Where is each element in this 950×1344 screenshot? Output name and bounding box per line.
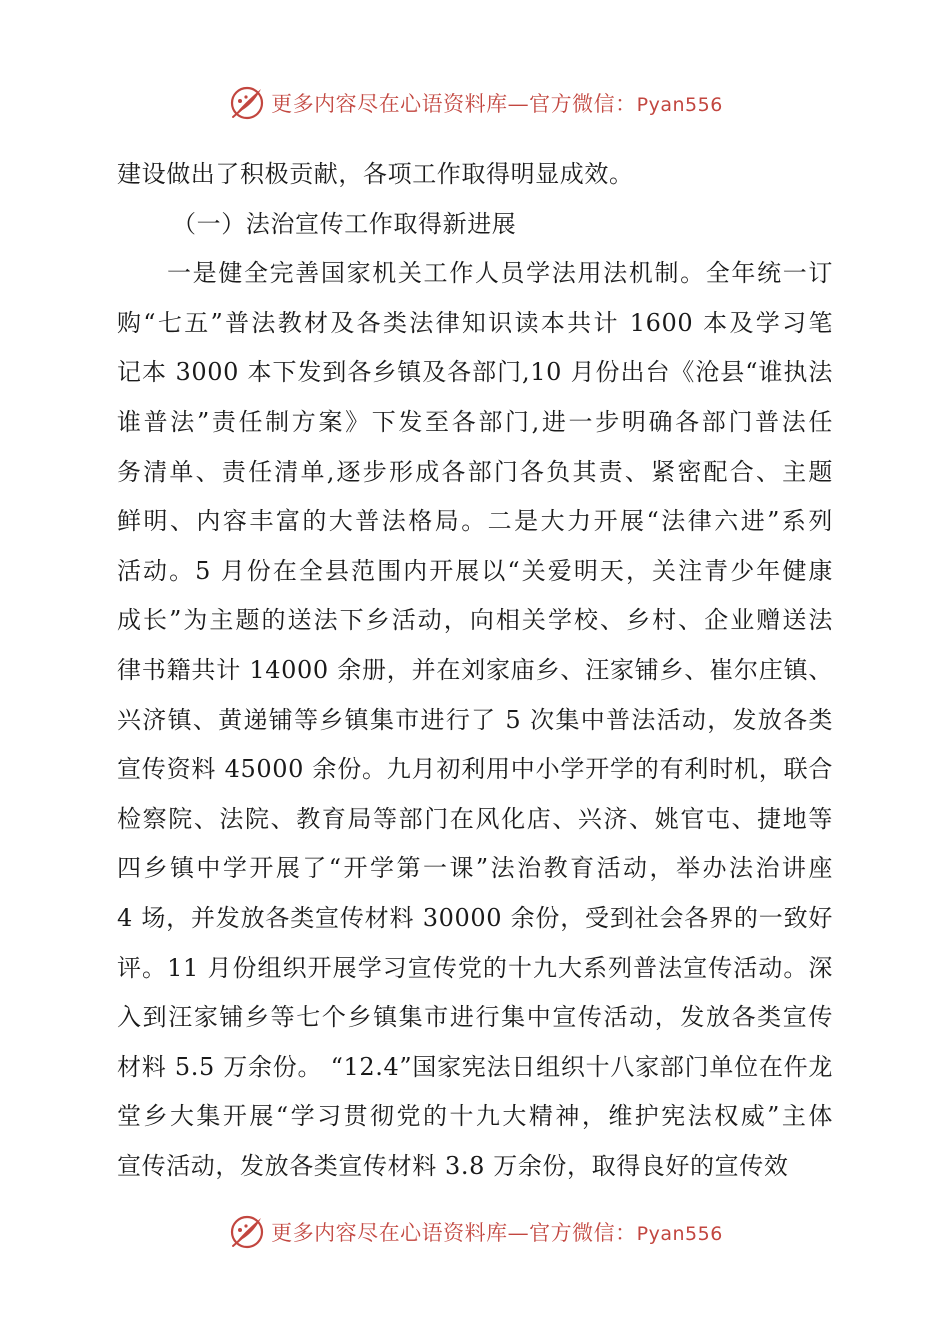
text-line: 入到汪家铺乡等七个乡镇集市进行集中宣传活动，发放各类宣传 [117,1003,833,1032]
section-heading: （一）法治宣传工作取得新进展 [172,209,517,238]
text-line: 材料 5.5 万余份。 “12.4”国家宪法日组织十八家部门单位在仵龙 [117,1052,833,1081]
document-body [117,150,833,1191]
quill-pen-logo-icon [227,1212,267,1252]
text-line: 律书籍共计 14000 余册，并在刘家庙乡、汪家铺乡、崔尔庄镇、 [117,655,833,684]
text-line: 4 场，并发放各类宣传材料 30000 余份，受到社会各界的一致好 [117,903,833,932]
footer-watermark [0,1212,950,1252]
text-line: 成长”为主题的送法下乡活动，向相关学校、乡村、企业赠送法 [117,606,833,635]
text-line: 评。11 月份组织开展学习宣传党的十九大系列普法宣传活动。深 [117,953,833,982]
text-line: 购“七五”普法教材及各类法律知识读本共计 1600 本及学习笔 [117,308,833,337]
text-line: 宣传活动，发放各类宣传材料 3.8 万余份，取得良好的宣传效 [117,1151,789,1180]
text-line: 四乡镇中学开展了“开学第一课”法治教育活动，举办法治讲座 [117,854,833,883]
text-line: 兴济镇、黄递铺等乡镇集市进行了 5 次集中普法活动，发放各类 [117,705,833,734]
watermark-handle: Pyan556 [636,94,723,116]
text-line: 检察院、法院、教育局等部门在风化店、兴济、姚官屯、捷地等 [117,804,833,833]
header-watermark [0,83,950,123]
watermark-handle: Pyan556 [636,1223,723,1245]
text-line: 建设做出了积极贡献，各项工作取得明显成效。 [117,160,634,188]
text-line: 堂乡大集开展“学习贯彻党的十九大精神，维护宪法权威”主体 [117,1102,833,1131]
text-line: 宣传资料 45000 余份。九月初利用中小学开学的有利时机，联合 [117,755,833,784]
text-line: 鲜明、内容丰富的大普法格局。二是大力开展“法律六进”系列 [117,507,833,536]
text-line: 谁普法”责任制方案》下发至各部门,进一步明确各部门普法任 [117,407,833,436]
text-line: 一是健全完善国家机关工作人员学法用法机制。全年统一订 [167,259,833,288]
text-line: 记本 3000 本下发到各乡镇及各部门,10 月份出台《沧县“谁执法 [117,358,833,387]
text-line: 活动。5 月份在全县范围内开展以“关爱明天，关注青少年健康 [117,556,833,585]
watermark-text: 更多内容尽在心语资料库—官方微信： [271,92,637,116]
text-line: 务清单、责任清单,逐步形成各部门各负其责、紧密配合、主题 [117,457,833,486]
quill-pen-logo-icon [227,83,267,123]
watermark-text: 更多内容尽在心语资料库—官方微信： [271,1221,637,1245]
